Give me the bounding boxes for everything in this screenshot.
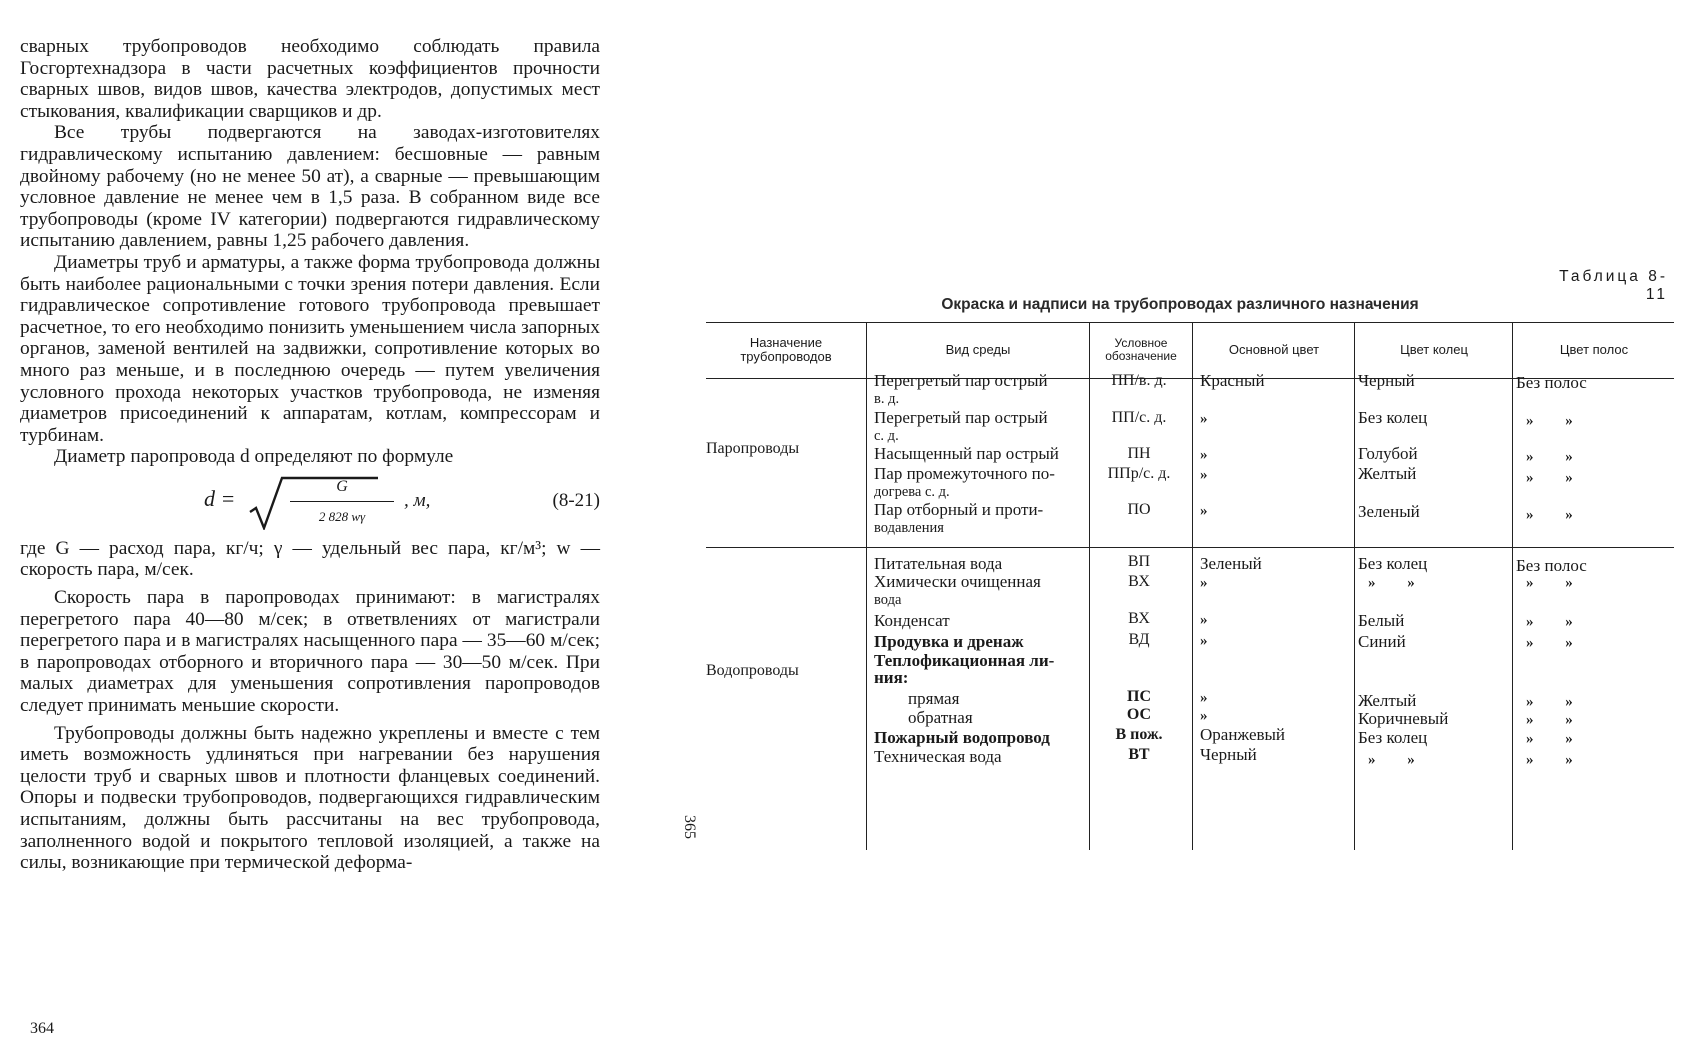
formula-fraction — [290, 476, 394, 528]
cell-main-color: Оранжевый — [1200, 725, 1286, 744]
cell-code: ВХ — [1128, 610, 1150, 627]
medium-line-2: с. д. — [874, 428, 899, 444]
cell-stripe-color: » » — [1526, 449, 1587, 465]
medium-line-2: в. д. — [874, 391, 900, 407]
cell-code: ОС — [1126, 706, 1152, 723]
group-label-water: Водопроводы — [706, 662, 799, 679]
cell-code: ПН — [1127, 445, 1151, 462]
paragraph: Диаметр паропровода d определяют по формуле — [54, 446, 454, 468]
cell-ring-color: Синий — [1358, 632, 1406, 651]
cell-medium: обратная — [908, 708, 973, 727]
cell-stripe-color: » » — [1526, 635, 1587, 651]
cell-ring-color: Желтый — [1358, 464, 1417, 483]
medium-line: Пар промежуточного по- — [874, 464, 1055, 483]
cell-ring-color: Без колец — [1358, 554, 1428, 573]
right-page — [681, 0, 1684, 1053]
cell-ring-color: Без колец — [1358, 728, 1428, 747]
cell-medium — [874, 573, 1086, 609]
header-stripe-color: Цвет полос — [1559, 342, 1629, 357]
medium-line-2: ния: — [874, 668, 909, 687]
formula-denominator: 2 828 wγ — [318, 509, 366, 525]
cell-main-color: Зеленый — [1200, 554, 1262, 573]
cell-main-color: » — [1200, 411, 1208, 427]
cell-medium: прямая — [908, 689, 960, 708]
header-medium: Вид среды — [945, 342, 1011, 357]
column-rule — [866, 322, 867, 850]
cell-code: ППр/с. д. — [1107, 465, 1171, 482]
cell-code: ВД — [1128, 631, 1150, 648]
cell-medium — [874, 652, 1086, 686]
cell-main-color: » — [1200, 708, 1208, 724]
formula-8-21 — [20, 472, 600, 534]
cell-code: ПП/с. д. — [1111, 409, 1167, 426]
cell-medium: Конденсат — [874, 611, 950, 630]
cell-main-color: » — [1200, 467, 1208, 483]
cell-stripe-color: » » — [1526, 694, 1587, 710]
cell-medium: Техническая вода — [874, 747, 1002, 766]
cell-stripe-color: » » — [1526, 712, 1587, 728]
cell-medium — [874, 372, 1086, 408]
cell-ring-color: Голубой — [1358, 444, 1418, 463]
formula-unit: , м, — [404, 489, 431, 511]
cell-main-color: Черный — [1200, 745, 1257, 764]
table-top-rule — [706, 322, 1674, 323]
cell-ring-color: Коричневый — [1358, 709, 1449, 728]
cell-ring-color: » » — [1368, 575, 1429, 591]
paragraph: Скорость пара в паропроводах принимают: в магистралях перегретого пара 40—80 м/сек; в ответвлениях от магистрали перегретого пара и в магистралях насыщенного пара — 35—60 м/сек; в паропроводах отборного и вторичного пара — 30—50 м/сек. При малых диаметрах для уменьшения сопротивления паропроводов следует принимать меньшие скорости. — [20, 587, 600, 717]
fraction-bar — [290, 501, 394, 502]
formula-lhs: d = — [204, 485, 236, 511]
cell-medium — [874, 409, 1086, 445]
left-page — [0, 0, 610, 1053]
cell-medium: Питательная вода — [874, 554, 1003, 573]
cell-stripe-color: » » — [1526, 470, 1587, 486]
page-number-right: 365 — [681, 815, 698, 839]
medium-line: Перегретый пар острый — [874, 408, 1048, 427]
cell-code: ВХ — [1128, 573, 1150, 590]
cell-code: ПП/в. д. — [1111, 372, 1167, 389]
column-rule — [1354, 322, 1355, 850]
table-group-rule — [706, 547, 1674, 548]
medium-line: Химически очищенная — [874, 572, 1041, 591]
header-purpose: Назначение трубопроводов — [740, 335, 832, 364]
cell-main-color: Красный — [1200, 371, 1265, 390]
cell-code: В пож. — [1115, 726, 1163, 743]
paragraph: сварных трубопроводов необходимо соблюдать правила Госгортехнадзора в части расчетных коэффициентов прочности сварных швов, видов швов, качества электродов, допустимых мест стыкования, квалификации сварщиков и др. — [20, 36, 600, 122]
medium-line-2: вода — [874, 592, 902, 608]
cell-main-color: » — [1200, 575, 1208, 591]
formula-legend: где G — расход пара, кг/ч; γ — удельный вес пара, кг/м³; w — скорость пара, м/сек. — [20, 537, 600, 581]
header-main-color: Основной цвет — [1228, 342, 1320, 357]
header-code: Условное обозначение — [1105, 336, 1177, 363]
cell-main-color: » — [1200, 447, 1208, 463]
cell-main-color: » — [1200, 690, 1208, 706]
cell-ring-color: Белый — [1358, 611, 1405, 630]
page-number-left: 364 — [30, 1020, 54, 1037]
paragraph: Диаметры труб и арматуры, а также форма трубопровода должны быть наиболее рациональными с точки зрения потери давления. Если гидравлическое сопротивление готового трубопровода превышает расчетное, то его необходимо понизить уменьшением числа запорных органов, заменой вентилей на задвижки, сопротивление которых во много раз меньше, и в последнюю очередь — путем увеличения условного прохода некоторых участков трубопровода, не изменяя диаметров присоединений к аппаратам, котлам, компрессорам и турбинам. — [20, 251, 600, 446]
cell-stripe-color: » » — [1526, 731, 1587, 747]
medium-line: Пар отборный и проти- — [874, 500, 1044, 519]
column-rule — [1192, 322, 1193, 850]
group-label-steam: Паропроводы — [706, 440, 800, 457]
cell-ring-color: Черный — [1358, 371, 1415, 390]
cell-medium: Продувка и дренаж — [874, 632, 1024, 651]
cell-stripe-color: » » — [1526, 752, 1587, 768]
cell-medium: Пожарный водопровод — [874, 728, 1050, 747]
cell-stripe-color: » » — [1526, 614, 1587, 630]
cell-medium — [874, 501, 1086, 537]
cell-medium: Насыщенный пар острый — [874, 444, 1059, 463]
formula-number: (8-21) — [552, 489, 600, 511]
cell-ring-color: Зеленый — [1358, 502, 1420, 521]
cell-ring-color: Желтый — [1358, 691, 1417, 710]
cell-ring-color: Без колец — [1358, 408, 1428, 427]
header-ring-color: Цвет колец — [1400, 342, 1468, 357]
cell-code: ПС — [1127, 688, 1151, 705]
medium-line-2: догрева с. д. — [874, 484, 950, 500]
cell-code: ПО — [1127, 501, 1151, 518]
formula-numerator: G — [336, 477, 348, 495]
cell-ring-color: » » — [1368, 752, 1429, 768]
paragraph: Трубопроводы должны быть надежно укреплены и вместе с тем иметь возможность удлиняться при нагревании без нарушения целости труб и сварных швов и плотности фланцевых соединений. Опоры и подвески трубопроводов, подвергающихся гидравлическим испытаниям, должны быть рассчитаны на вес трубопровода, заполненного водой и покрытого тепловой изоляцией, а также на силы, возникающие при термической деформа- — [20, 722, 600, 874]
column-rule — [1089, 322, 1090, 850]
table-label: Таблица 8-11 — [1559, 268, 1668, 303]
medium-line: Теплофикационная ли- — [874, 651, 1055, 670]
pipeline-color-table — [706, 322, 1674, 850]
cell-stripe-color: Без полос — [1516, 556, 1587, 575]
cell-code: ВП — [1127, 553, 1151, 570]
medium-line: Перегретый пар острый — [874, 371, 1048, 390]
medium-line-2: водавления — [874, 520, 944, 536]
table-title: Окраска и надписи на трубопроводах различного назначения — [941, 296, 1419, 313]
left-body-text — [20, 36, 600, 874]
cell-medium — [874, 465, 1086, 501]
cell-main-color: » — [1200, 633, 1208, 649]
cell-main-color: » — [1200, 503, 1208, 519]
paragraph: Все трубы подвергаются на заводах-изготовителях гидравлическому испытанию давлением: бесшовные — равным двойному рабочему (но не менее 50 ат), а сварные — превышающим условное давление не менее чем в 1,5 раза. В собранном виде все трубопроводы (кроме IV категории) подвергаются гидравлическому испытанию давлением, равны 1,25 рабочего давления. — [20, 122, 600, 252]
cell-stripe-color: » » — [1526, 507, 1587, 523]
cell-stripe-color: Без полос — [1516, 373, 1587, 392]
cell-main-color: » — [1200, 612, 1208, 628]
cell-stripe-color: » » — [1526, 413, 1587, 429]
cell-code: ВТ — [1128, 746, 1150, 763]
cell-stripe-color: » » — [1526, 575, 1587, 591]
